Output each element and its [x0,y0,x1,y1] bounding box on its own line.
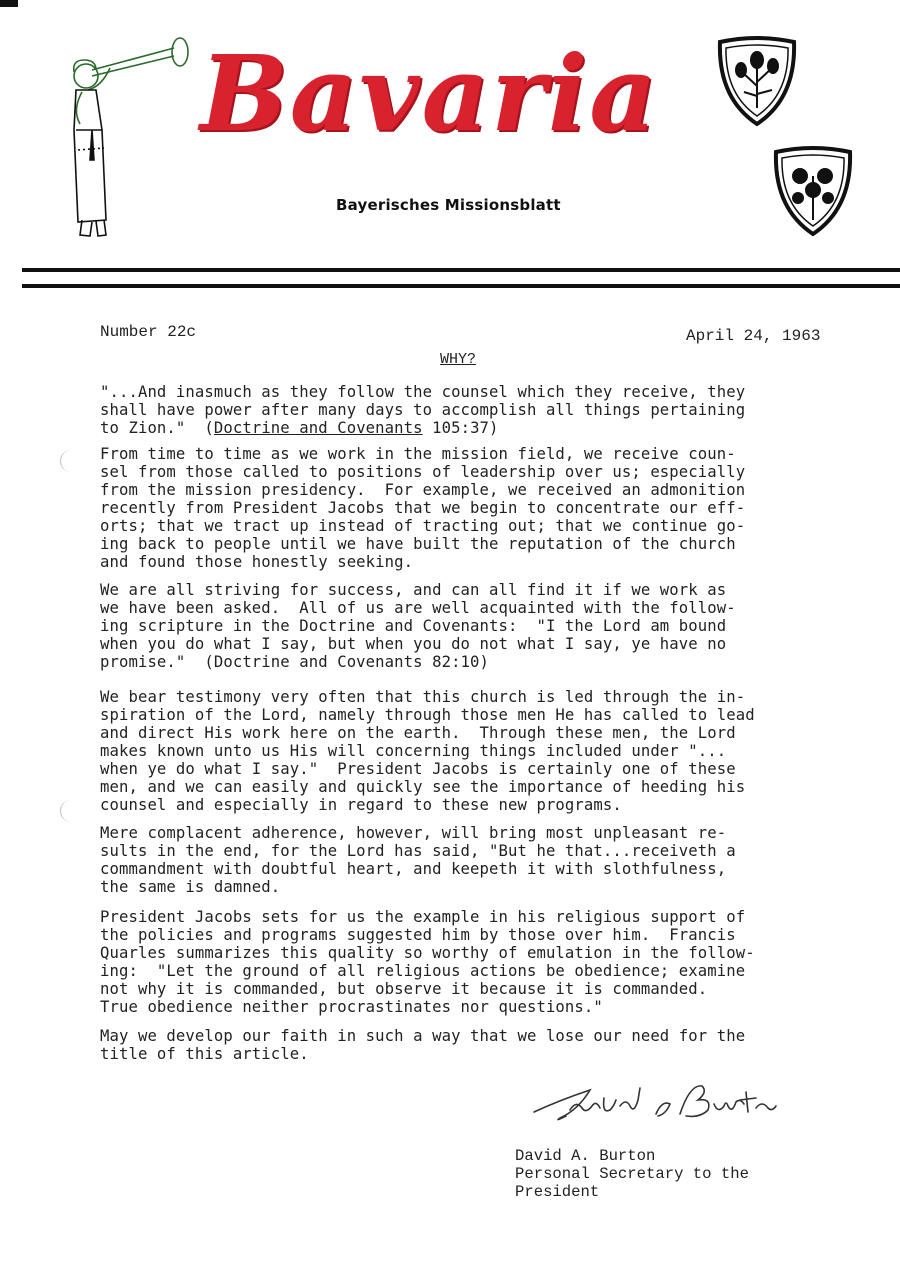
text-line: True obedience neither procrastinates nor questions." [100,998,603,1016]
body-paragraph [100,1027,890,1063]
text-line: counsel and especially in regard to these new programs. [100,796,622,814]
quote-line: "...And inasmuch as they follow the counsel which they receive, they [100,383,746,401]
text-line: the same is damned. [100,878,281,896]
body-paragraph [100,824,890,896]
issue-date: April 24, 1963 [686,327,821,345]
quote-line: shall have power after many days to accomplish all things pertaining [100,401,746,419]
text-line: men, and we can easily and quickly see the importance of heeding his [100,778,746,796]
masthead-title: Bavaria [200,32,659,155]
signer-title: President [515,1183,600,1201]
opening-quote: "...And inasmuch as they follow the counsel which they receive, they shall have power after many days to accomplish all things pertaining to Zion." (Doctrine and Covenants 105:37) [100,383,746,437]
text-line: from the mission presidency. For example, we received an admonition [100,481,746,499]
text-line: orts; that we tract up instead of tracting out; that we continue go- [100,517,746,535]
text-line: President Jacobs sets for us the example in his religious support of [100,908,746,926]
punch-hole-mark [60,450,82,472]
text-line: We bear testimony very often that this church is led through the in- [100,688,746,706]
issue-number: Number 22c [100,323,197,341]
quote-reference-book: Doctrine and Covenants [213,419,423,437]
text-line: we have been asked. All of us are well acquainted with the follow- [100,599,736,617]
crest-shield-icon [770,146,856,238]
text-line: recently from President Jacobs that we begin to concentrate our eff- [100,499,746,517]
text-line: when ye do what I say." President Jacobs is certainly one of these [100,760,736,778]
text-line: Mere complacent adherence, however, will bring most unpleasant re- [100,824,727,842]
text-line: From time to time as we work in the mission field, we receive coun- [100,445,736,463]
text-line: sults in the end, for the Lord has said, "But he that...receiveth a [100,842,736,860]
punch-hole-mark [60,800,82,822]
text-line: ing back to people until we have built the reputation of the church [100,535,736,553]
text-line: commandment with doubtful heart, and keepeth it with slothfulness, [100,860,727,878]
scan-corner-mark [0,0,18,7]
text-line: and direct His work here on the earth. Through these men, the Lord [100,724,736,742]
quote-reference-verse: 105:37) [422,419,499,437]
text-line: promise." (Doctrine and Covenants 82:10) [100,653,490,671]
text-line: title of this article. [100,1045,309,1063]
signer-title: Personal Secretary to the [515,1165,749,1183]
text-line: Quarles summarizes this quality so worthy of emulation in the follow- [100,944,755,962]
text-line: not why it is commanded, but observe it because it is commanded. [100,980,708,998]
text-line: and found those honestly seeking. [100,553,414,571]
text-line: when you do what I say, but when you do not what I say, ye have no [100,635,727,653]
herald-trumpeter-illustration [62,30,198,245]
header-rule [22,284,900,288]
text-line: spiration of the Lord, namely through those men He has called to lead [100,706,755,724]
article-title: WHY? [440,351,477,368]
body-paragraph [100,908,890,1016]
body-paragraph [100,688,890,814]
body-paragraph [100,581,890,671]
text-line: We are all striving for success, and can all find it if we work as [100,581,727,599]
signer-name: David A. Burton [515,1147,656,1165]
text-line: May we develop our faith in such a way that we lose our need for the [100,1027,746,1045]
handwritten-signature [530,1070,780,1130]
masthead-subtitle: Bayerisches Missionsblatt [336,196,561,214]
body-paragraph [100,445,890,571]
text-line: makes known unto us His will concerning things included under "... [100,742,727,760]
text-line: sel from those called to positions of leadership over us; especially [100,463,746,481]
text-line: ing scripture in the Doctrine and Covenants: "I the Lord am bound [100,617,727,635]
text-line: the policies and programs suggested him by those over him. Francis [100,926,736,944]
crest-shield-icon [714,36,800,128]
quote-line: to Zion." [100,419,186,437]
text-line: ing: "Let the ground of all religious actions be obedience; examine [100,962,746,980]
header-rule [22,268,900,272]
